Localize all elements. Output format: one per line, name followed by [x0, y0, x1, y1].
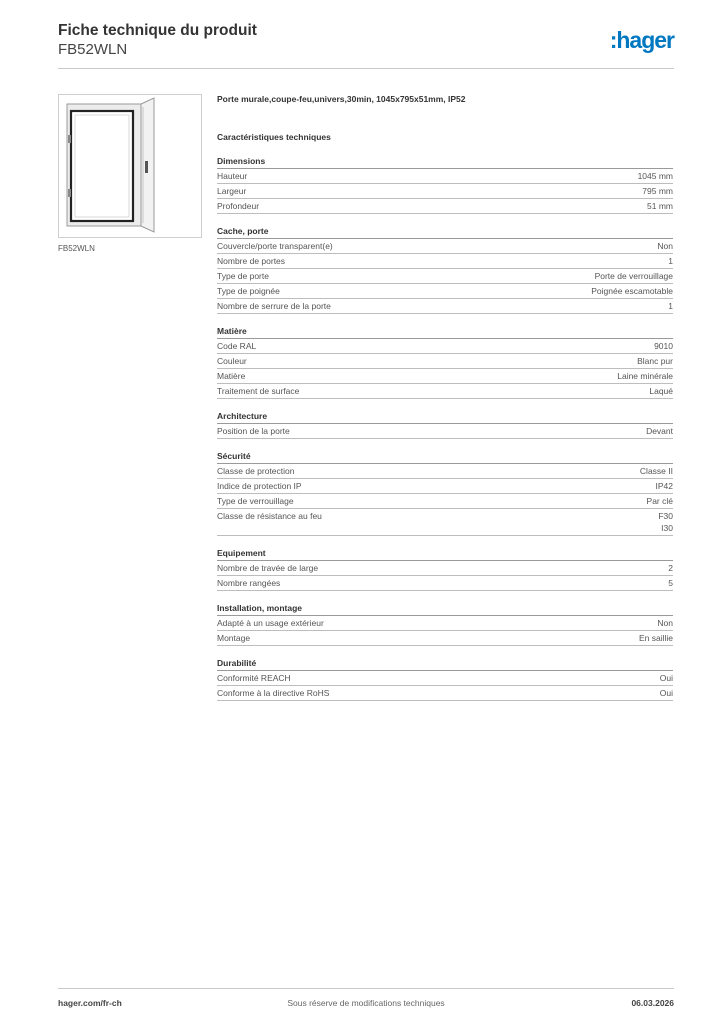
spec-value: [658, 510, 673, 534]
spec-value-line: 5: [668, 578, 673, 588]
spec-row: [217, 509, 673, 536]
spec-value: [617, 370, 673, 382]
spec-value-line: Blanc pur: [637, 356, 673, 366]
product-image: [58, 94, 202, 238]
section-title: Sécurité: [217, 449, 673, 464]
spec-value-line: 1045 mm: [637, 171, 673, 181]
spec-value: [660, 672, 673, 684]
spec-value-line: Laine minérale: [617, 371, 673, 381]
spec-label: Nombre de travée de large: [217, 563, 319, 573]
section-title: Dimensions: [217, 154, 673, 169]
spec-row: [217, 561, 673, 576]
spec-label: Largeur: [217, 186, 247, 196]
spec-label: Code RAL: [217, 341, 257, 351]
spec-row: [217, 369, 673, 384]
spec-label: Nombre de portes: [217, 256, 286, 266]
spec-value: [656, 480, 674, 492]
spec-value-line: Classe II: [639, 466, 673, 476]
spec-row: [217, 339, 673, 354]
spec-value: [657, 240, 673, 252]
header-divider: [58, 68, 674, 69]
spec-row: [217, 284, 673, 299]
spec-value: [647, 200, 673, 212]
spec-label: Montage: [217, 633, 251, 643]
spec-value-line: 2: [668, 563, 673, 573]
spec-section: [217, 601, 673, 646]
section-title: Architecture: [217, 409, 673, 424]
spec-value-line: 9010: [654, 341, 673, 351]
spec-value: [668, 255, 673, 267]
spec-row: [217, 169, 673, 184]
section-title: Durabilité: [217, 656, 673, 671]
spec-value-line: I30: [661, 523, 673, 533]
spec-value-line: En saillie: [638, 633, 673, 643]
spec-section: [217, 154, 673, 214]
spec-value: [654, 340, 673, 352]
spec-section: [217, 546, 673, 591]
spec-value: [668, 300, 673, 312]
spec-value-line: Oui: [659, 673, 673, 683]
spec-label: Classe de protection: [217, 466, 295, 476]
spec-value: [638, 170, 673, 182]
spec-content: [217, 92, 673, 701]
spec-section: [217, 449, 673, 536]
spec-value-line: Devant: [646, 426, 673, 436]
spec-value-line: Porte de verrouillage: [594, 271, 673, 281]
spec-value: [647, 495, 673, 507]
spec-row: [217, 686, 673, 701]
spec-row: [217, 184, 673, 199]
cabinet-door-icon: [59, 95, 201, 237]
section-title: Matière: [217, 324, 673, 339]
spec-value: [660, 687, 673, 699]
spec-value-line: 1: [668, 256, 673, 266]
spec-label: Position de la porte: [217, 426, 290, 436]
section-title: Cache, porte: [217, 224, 673, 239]
spec-value-line: 1: [668, 301, 673, 311]
spec-value: [668, 577, 673, 589]
logo-text: :hager: [609, 27, 674, 53]
spec-row: [217, 671, 673, 686]
spec-row: [217, 494, 673, 509]
spec-value: [649, 385, 673, 397]
spec-row: [217, 199, 673, 214]
spec-section: [217, 224, 673, 314]
footer-divider: [58, 988, 674, 989]
spec-value: [646, 425, 673, 437]
footer-disclaimer: Sous réserve de modifications techniques: [287, 998, 445, 1008]
spec-value-line: 795 mm: [642, 186, 673, 196]
spec-value: [640, 465, 673, 477]
spec-row: [217, 631, 673, 646]
spec-value-line: Non: [657, 241, 673, 251]
hager-logo: [610, 27, 674, 57]
spec-value-line: Oui: [659, 688, 673, 698]
spec-row: [217, 254, 673, 269]
spec-value: [595, 270, 673, 282]
spec-label: Traitement de surface: [217, 386, 300, 396]
spec-title: Caractéristiques techniques: [217, 132, 331, 142]
spec-section: [217, 409, 673, 439]
spec-value-line: Par clé: [646, 496, 673, 506]
spec-value: [642, 185, 673, 197]
spec-row: [217, 239, 673, 254]
spec-value-line: Non: [657, 618, 673, 628]
spec-row: [217, 384, 673, 399]
spec-label: Indice de protection IP: [217, 481, 302, 491]
spec-value-line: Poignée escamotable: [591, 286, 673, 296]
spec-label: Nombre de serrure de la porte: [217, 301, 331, 311]
spec-label: Couvercle/porte transparent(e): [217, 241, 333, 251]
spec-label: Matière: [217, 371, 246, 381]
spec-label: Adapté à un usage extérieur: [217, 618, 324, 628]
spec-value-line: IP42: [655, 481, 673, 491]
spec-row: [217, 424, 673, 439]
spec-label: Couleur: [217, 356, 247, 366]
section-title: Installation, montage: [217, 601, 673, 616]
spec-label: Type de porte: [217, 271, 269, 281]
footer-date: 06.03.2026: [631, 998, 674, 1008]
spec-value: [591, 285, 673, 297]
spec-row: [217, 616, 673, 631]
spec-label: Profondeur: [217, 201, 260, 211]
product-image-caption: FB52WLN: [58, 244, 95, 253]
spec-label: Conformité REACH: [217, 673, 291, 683]
page-title: Fiche technique du produit: [58, 22, 257, 39]
spec-value-line: F30: [658, 511, 673, 521]
spec-value: [639, 632, 673, 644]
footer-website: hager.com/fr-ch: [58, 998, 122, 1008]
spec-label: Type de verrouillage: [217, 496, 294, 506]
spec-row: [217, 479, 673, 494]
spec-label: Nombre rangées: [217, 578, 281, 588]
spec-label: Type de poignée: [217, 286, 280, 296]
section-title: Equipement: [217, 546, 673, 561]
spec-value: [657, 617, 673, 629]
spec-section: [217, 656, 673, 701]
spec-row: [217, 354, 673, 369]
spec-label: Conforme à la directive RoHS: [217, 688, 330, 698]
spec-sections: [217, 154, 673, 701]
spec-value: [668, 562, 673, 574]
spec-row: [217, 299, 673, 314]
spec-value: [637, 355, 673, 367]
document-header: [58, 20, 674, 68]
spec-section: [217, 324, 673, 399]
product-reference: FB52WLN: [58, 41, 128, 58]
spec-row: [217, 464, 673, 479]
spec-row: [217, 269, 673, 284]
spec-label: Classe de résistance au feu: [217, 511, 322, 521]
spec-row: [217, 576, 673, 591]
product-description: Porte murale,coupe-feu,univers,30min, 1045x795x51mm, IP52: [217, 94, 466, 104]
spec-label: Hauteur: [217, 171, 248, 181]
spec-value-line: Laqué: [649, 386, 673, 396]
spec-value-line: 51 mm: [647, 201, 673, 211]
